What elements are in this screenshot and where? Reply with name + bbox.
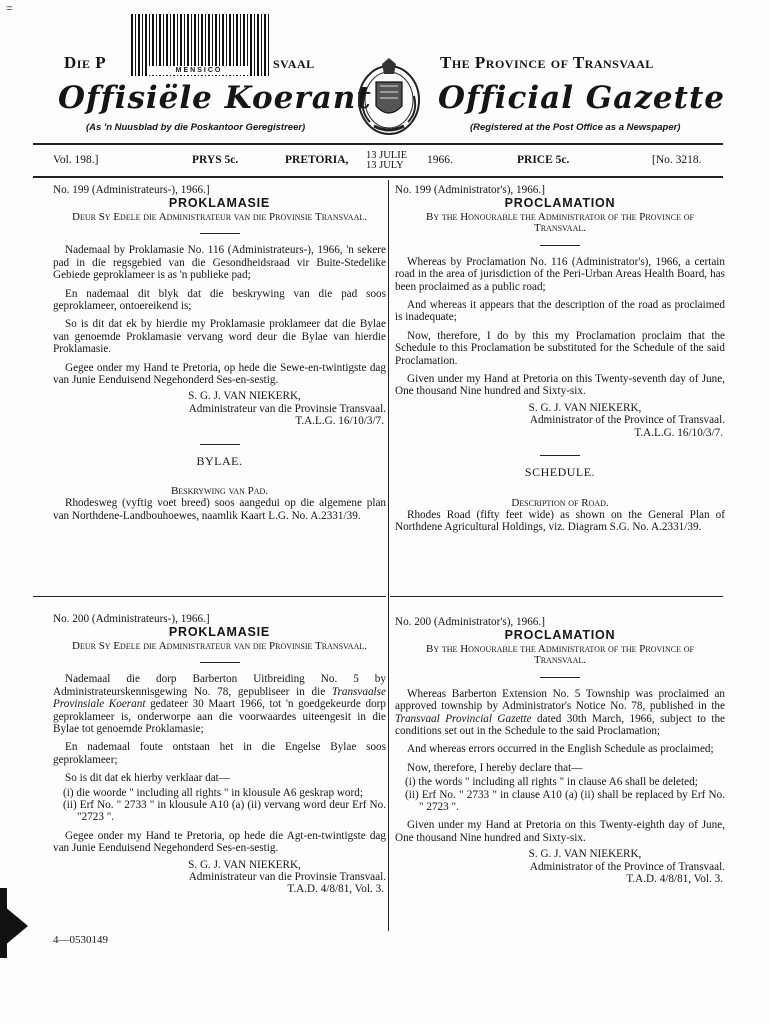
issue-year: 1966. (427, 154, 453, 166)
coat-of-arms-emblem (356, 56, 422, 136)
paragraph: Now, therefore, I hereby declare that— (407, 761, 583, 774)
date-english: 13 JULY (366, 160, 404, 171)
notice-title: PROCLAMATION (504, 628, 616, 643)
paragraph: Gegee onder my Hand te Pretoria, op hede die Sewe-en-twintigste dag van Junie Eenduisend Negehonderd Ses-en-sestig. (53, 361, 386, 386)
item-list (395, 776, 725, 813)
afrikaans-registration-note: (As 'n Nuusblad by die Poskantoor Geregistreer) (86, 122, 306, 133)
barcode-image (131, 14, 271, 76)
paragraph (395, 688, 725, 738)
schedule-subheading: Beskrywing van Pad. (170, 485, 269, 497)
margin-pointer-icon (4, 906, 28, 946)
schedule-subheading: Description of Road. (511, 496, 609, 509)
notice-header: No. 200 (Administrator's), 1966.] (395, 616, 545, 628)
notice-authority: Deur Sy Edele die Administrateur van die Provinsie Transvaal. (72, 639, 367, 652)
notice-header: No. 200 (Administrateurs-), 1966.] (53, 613, 210, 625)
list-item: (ii) Erf No. " 2733 " in clause A10 (a) (ii) shall be replaced by Erf No. " 2723 ". (405, 788, 725, 814)
reference-number: T.A.D. 4/8/81, Vol. 3. (626, 873, 723, 886)
english-small-title: The Province of Transvaal (440, 53, 654, 72)
paragraph: En nademaal foute ontstaan het in die Engelse Bylae soos geproklameer; (53, 741, 386, 766)
gazette-name: Transvaal Provincial Gazette (395, 712, 532, 725)
schedule-text: Rhodesweg (vyftig voet breed) soos aangedui op die algemene plan van Northdene-Landbouhoewes, naamlik Kaart L.G. No. A.2331/39. (53, 497, 386, 522)
place-pretoria: PRETORIA, (285, 154, 349, 166)
paragraph: Gegee onder my Hand te Pretoria, op hede die Agt-en-twintigste dag van Junie Eenduisend Negehonderd Ses-en-sestig. (53, 829, 386, 855)
signatory-name: S. G. J. VAN NIEKERK, (528, 848, 642, 861)
notice-authority: Deur Sy Edele die Administrateur van die Provinsie Transvaal. (72, 210, 367, 223)
date-afrikaans: 13 JULIE (366, 150, 408, 161)
english-registration-note: (Registered at the Post Office as a Newspaper) (470, 122, 681, 133)
print-code: 4—0530149 (53, 934, 108, 946)
divider-dash (200, 233, 240, 234)
signatory-name: S. G. J. VAN NIEKERK, (528, 401, 642, 414)
masthead-rule-bottom (33, 176, 723, 178)
afrikaans-small-title-left: Die P (64, 53, 107, 72)
gazette-name: Transvaalse Provinsiale Koerant (53, 685, 386, 711)
list-item: (ii) Erf No. " 2733 " in klousule A10 (a) (ii) vervang word deur Erf No. "2723 ". (63, 798, 386, 824)
corner-mark: = (6, 1, 13, 15)
notice-title: PROCLAMATION (504, 196, 616, 211)
list-item: (i) the words " including all rights " in clause A6 shall be deleted; (405, 776, 698, 789)
signatory-title: Administrator of the Province of Transvaal. (529, 860, 725, 873)
notice-title: PROKLAMASIE (168, 625, 271, 640)
price-english: PRICE 5c. (517, 154, 570, 166)
paragraph: Now, therefore, I do by this my Proclamation proclaim that the Schedule to this Proclamation be substituted for the Schedule of the said Proclamation. (395, 329, 725, 367)
signatory-title: Administrator of the Province of Transvaal. (529, 414, 725, 427)
proclamation-200-english (395, 616, 725, 886)
afrikaans-small-title-right: svaal (273, 53, 315, 72)
text-run: gedateer 30 Maart 1966, tot 'n goedgekeurde dorp geproklameer is, onderworpe aan die voorwaardes uiteengesit in die Bylae tot genoemde Proklamasie; (53, 698, 386, 735)
paragraph: So is dit dat ek by hierdie my Proklamasie proklameer dat die Bylae van genoemde Proklamasie vervang word deur die Bylae van hierdie Proklamasie. (53, 318, 386, 356)
list-item: (i) die woorde " including all rights " in klousule A6 geskrap word; (63, 786, 363, 799)
paragraph: En nademaal dit blyk dat die beskrywing van die pad soos geproklameer, ontoereikend is; (53, 287, 386, 312)
item-list (53, 787, 386, 824)
divider-dash (540, 455, 580, 456)
paragraph: And whereas errors occurred in the English Schedule as proclaimed; (407, 743, 714, 756)
divider-dash (540, 677, 580, 678)
paragraph: And whereas it appears that the description of the road as proclaimed is inadequate; (395, 299, 725, 324)
masthead-rule-top (33, 143, 723, 145)
reference-number: T.A.D. 4/8/81, Vol. 3. (287, 883, 384, 896)
issue-number: [No. 3218. (652, 154, 702, 166)
proclamation-200-afrikaans (53, 613, 386, 896)
english-gazette-title: Official Gazette (438, 80, 726, 116)
text-run: Nademaal die dorp Barberton Uitbreiding No. 5 by Administrateurskennisgewing No. 78, gepubliseer in die (53, 673, 386, 698)
text-run: dated 30th March, 1966, subject to the conditions set out in the Schedule to the said Proclamation; (395, 712, 726, 738)
column-divider (388, 180, 389, 931)
notice-header: No. 199 (Administrateurs-), 1966.] (53, 184, 210, 196)
afrikaans-gazette-title: Offisiële Koerant (58, 80, 372, 116)
reference-number: T.A.L.G. 16/10/3/7. (634, 426, 723, 439)
paragraph: Whereas by Proclamation No. 116 (Administrator's), 1966, a certain road in the area of jurisdiction of the Peri-Urban Areas Health Board, has been proclaimed as a public road; (395, 255, 725, 293)
signatory-title: Administrateur van die Provinsie Transvaal. (188, 871, 386, 883)
text-run: Whereas Barberton Extension No. 5 Township was proclaimed an approved township by Administrator's Notice No. 78, published in the (395, 687, 725, 713)
signatory-name: S. G. J. VAN NIEKERK, (188, 858, 301, 871)
divider-dash (200, 444, 240, 445)
reference-number: T.A.L.G. 16/10/3/7. (295, 415, 384, 428)
issue-bar (0, 150, 770, 172)
schedule-text: Rhodes Road (fifty feet wide) as shown on the General Plan of Northdene Agricultural Holdings, viz. Diagram S.G. No. A.2331/39. (395, 508, 725, 534)
divider-dash (540, 245, 580, 246)
proclamation-199-afrikaans (53, 184, 386, 522)
paragraph: Nademaal by Proklamasie No. 116 (Administrateurs-), 1966, 'n sekere pad in die regsgebied van die Gesondheidsraad vir Buite-Stedelike Gebiede geproklameer is as 'n publieke pad; (53, 244, 386, 282)
notice-authority: By the Honourable the Administrator of the Province of Transvaal. (426, 210, 694, 235)
section-separator-right (390, 596, 723, 597)
signatory-title: Administrateur van die Provinsie Transvaal. (188, 402, 386, 415)
volume-number: Vol. 198.] (53, 154, 99, 166)
notice-title: PROKLAMASIE (168, 196, 271, 211)
notice-authority: By the Honourable the Administrator of the Province of Transvaal. (426, 642, 694, 667)
paragraph: Given under my Hand at Pretoria on this Twenty-eighth day of June, One thousand Nine hundred and Sixty-six. (395, 819, 725, 844)
schedule-heading: BYLAE. (196, 453, 243, 468)
section-separator-left (33, 596, 386, 597)
divider-dash (200, 662, 240, 663)
schedule-heading: SCHEDULE. (524, 465, 596, 480)
proclamation-199-english (395, 184, 725, 534)
paragraph (53, 673, 386, 735)
barcode-label: MENSICO (149, 66, 249, 75)
price-afrikaans: PRYS 5c. (192, 154, 239, 166)
signatory-name: S. G. J. VAN NIEKERK, (188, 390, 301, 403)
notice-header: No. 199 (Administrator's), 1966.] (395, 184, 545, 196)
paragraph: Given under my Hand at Pretoria on this Twenty-seventh day of June, One thousand Nine hundred and Sixty-six. (395, 373, 725, 398)
paragraph: So is dit dat ek hierby verklaar dat— (65, 772, 230, 785)
